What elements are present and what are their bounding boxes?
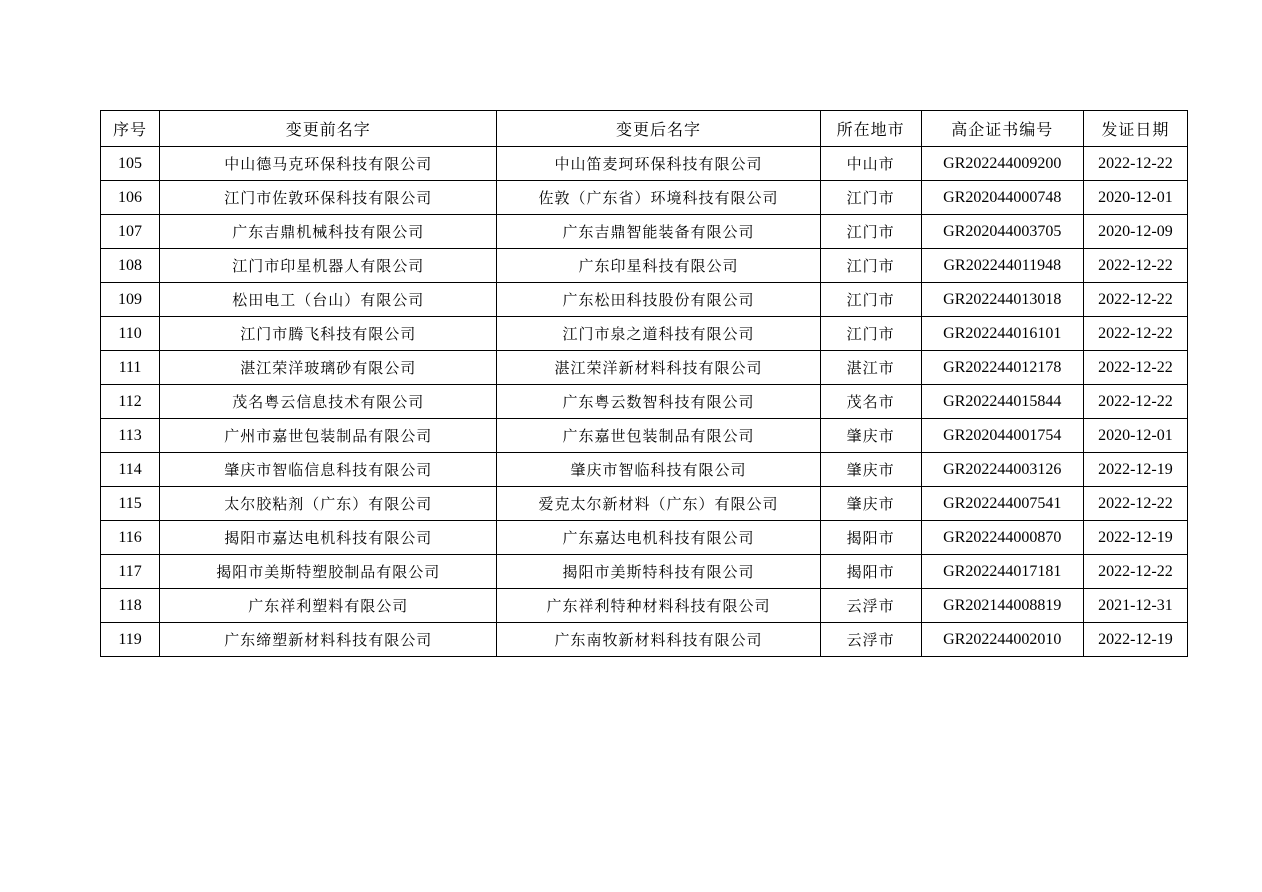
cell-issue-date: 2020-12-01: [1083, 181, 1187, 215]
cell-seq: 108: [101, 249, 160, 283]
cell-name-after: 肇庆市智临科技有限公司: [497, 453, 820, 487]
cell-name-after: 广东印星科技有限公司: [497, 249, 820, 283]
cell-name-after: 广东吉鼎智能装备有限公司: [497, 215, 820, 249]
cell-cert-no: GR202244015844: [921, 385, 1083, 419]
cell-seq: 114: [101, 453, 160, 487]
cell-cert-no: GR202144008819: [921, 589, 1083, 623]
cell-name-after: 江门市泉之道科技有限公司: [497, 317, 820, 351]
cell-name-after: 广东祥利特种材料科技有限公司: [497, 589, 820, 623]
cell-name-before: 湛江荣洋玻璃砂有限公司: [160, 351, 497, 385]
cell-name-before: 揭阳市美斯特塑胶制品有限公司: [160, 555, 497, 589]
cell-cert-no: GR202244016101: [921, 317, 1083, 351]
cell-issue-date: 2022-12-22: [1083, 317, 1187, 351]
cell-issue-date: 2022-12-22: [1083, 249, 1187, 283]
header-cert-no: 高企证书编号: [921, 111, 1083, 147]
company-name-change-table: [100, 110, 1188, 657]
cell-city: 揭阳市: [820, 555, 921, 589]
cell-name-after: 广东嘉世包装制品有限公司: [497, 419, 820, 453]
table-row: [101, 385, 1188, 419]
cell-name-before: 江门市印星机器人有限公司: [160, 249, 497, 283]
cell-name-before: 中山德马克环保科技有限公司: [160, 147, 497, 181]
table-row: [101, 419, 1188, 453]
cell-seq: 118: [101, 589, 160, 623]
cell-city: 揭阳市: [820, 521, 921, 555]
cell-cert-no: GR202244009200: [921, 147, 1083, 181]
cell-cert-no: GR202244007541: [921, 487, 1083, 521]
cell-city: 中山市: [820, 147, 921, 181]
cell-city: 江门市: [820, 317, 921, 351]
header-issue-date: 发证日期: [1083, 111, 1187, 147]
cell-seq: 112: [101, 385, 160, 419]
cell-name-before: 江门市佐敦环保科技有限公司: [160, 181, 497, 215]
table-row: [101, 283, 1188, 317]
cell-name-before: 广东吉鼎机械科技有限公司: [160, 215, 497, 249]
cell-cert-no: GR202044003705: [921, 215, 1083, 249]
header-city: 所在地市: [820, 111, 921, 147]
table-row: [101, 147, 1188, 181]
header-name-before: 变更前名字: [160, 111, 497, 147]
table-row: [101, 623, 1188, 657]
cell-issue-date: 2022-12-19: [1083, 623, 1187, 657]
cell-cert-no: GR202244017181: [921, 555, 1083, 589]
cell-cert-no: GR202244012178: [921, 351, 1083, 385]
cell-seq: 113: [101, 419, 160, 453]
cell-city: 肇庆市: [820, 487, 921, 521]
cell-issue-date: 2022-12-22: [1083, 385, 1187, 419]
cell-seq: 117: [101, 555, 160, 589]
cell-issue-date: 2022-12-22: [1083, 351, 1187, 385]
cell-seq: 107: [101, 215, 160, 249]
cell-issue-date: 2022-12-19: [1083, 521, 1187, 555]
table-row: [101, 317, 1188, 351]
cell-name-after: 广东松田科技股份有限公司: [497, 283, 820, 317]
cell-issue-date: 2020-12-01: [1083, 419, 1187, 453]
cell-seq: 106: [101, 181, 160, 215]
cell-name-after: 广东南牧新材料科技有限公司: [497, 623, 820, 657]
cell-name-after: 湛江荣洋新材料科技有限公司: [497, 351, 820, 385]
table-row: [101, 555, 1188, 589]
cell-name-after: 中山笛麦珂环保科技有限公司: [497, 147, 820, 181]
cell-name-before: 太尔胶粘剂（广东）有限公司: [160, 487, 497, 521]
cell-seq: 110: [101, 317, 160, 351]
cell-cert-no: GR202044001754: [921, 419, 1083, 453]
table-row: [101, 249, 1188, 283]
table-header-row: [101, 111, 1188, 147]
cell-seq: 115: [101, 487, 160, 521]
cell-cert-no: GR202244013018: [921, 283, 1083, 317]
cell-name-after: 佐敦（广东省）环境科技有限公司: [497, 181, 820, 215]
cell-city: 湛江市: [820, 351, 921, 385]
table-row: [101, 589, 1188, 623]
cell-name-before: 揭阳市嘉达电机科技有限公司: [160, 521, 497, 555]
cell-seq: 109: [101, 283, 160, 317]
table-row: [101, 521, 1188, 555]
cell-cert-no: GR202044000748: [921, 181, 1083, 215]
cell-seq: 119: [101, 623, 160, 657]
cell-issue-date: 2022-12-22: [1083, 555, 1187, 589]
cell-name-before: 广东祥利塑料有限公司: [160, 589, 497, 623]
cell-city: 云浮市: [820, 589, 921, 623]
cell-name-before: 松田电工（台山）有限公司: [160, 283, 497, 317]
cell-issue-date: 2022-12-22: [1083, 283, 1187, 317]
cell-name-after: 揭阳市美斯特科技有限公司: [497, 555, 820, 589]
cell-cert-no: GR202244003126: [921, 453, 1083, 487]
cell-city: 江门市: [820, 215, 921, 249]
cell-city: 江门市: [820, 283, 921, 317]
cell-name-before: 茂名粤云信息技术有限公司: [160, 385, 497, 419]
table-row: [101, 487, 1188, 521]
cell-issue-date: 2020-12-09: [1083, 215, 1187, 249]
cell-cert-no: GR202244011948: [921, 249, 1083, 283]
table-row: [101, 453, 1188, 487]
cell-seq: 111: [101, 351, 160, 385]
cell-name-before: 广州市嘉世包装制品有限公司: [160, 419, 497, 453]
cell-seq: 105: [101, 147, 160, 181]
cell-city: 茂名市: [820, 385, 921, 419]
cell-issue-date: 2022-12-22: [1083, 147, 1187, 181]
cell-issue-date: 2022-12-22: [1083, 487, 1187, 521]
cell-cert-no: GR202244000870: [921, 521, 1083, 555]
cell-city: 江门市: [820, 181, 921, 215]
cell-seq: 116: [101, 521, 160, 555]
cell-city: 肇庆市: [820, 419, 921, 453]
cell-city: 肇庆市: [820, 453, 921, 487]
table-body: [101, 147, 1188, 657]
cell-city: 江门市: [820, 249, 921, 283]
cell-name-after: 广东粤云数智科技有限公司: [497, 385, 820, 419]
cell-name-after: 广东嘉达电机科技有限公司: [497, 521, 820, 555]
table-row: [101, 351, 1188, 385]
cell-cert-no: GR202244002010: [921, 623, 1083, 657]
header-name-after: 变更后名字: [497, 111, 820, 147]
table-row: [101, 215, 1188, 249]
header-seq: 序号: [101, 111, 160, 147]
table-row: [101, 181, 1188, 215]
cell-name-before: 江门市腾飞科技有限公司: [160, 317, 497, 351]
cell-name-after: 爱克太尔新材料（广东）有限公司: [497, 487, 820, 521]
cell-issue-date: 2022-12-19: [1083, 453, 1187, 487]
cell-city: 云浮市: [820, 623, 921, 657]
cell-name-before: 广东缔塑新材料科技有限公司: [160, 623, 497, 657]
cell-name-before: 肇庆市智临信息科技有限公司: [160, 453, 497, 487]
cell-issue-date: 2021-12-31: [1083, 589, 1187, 623]
